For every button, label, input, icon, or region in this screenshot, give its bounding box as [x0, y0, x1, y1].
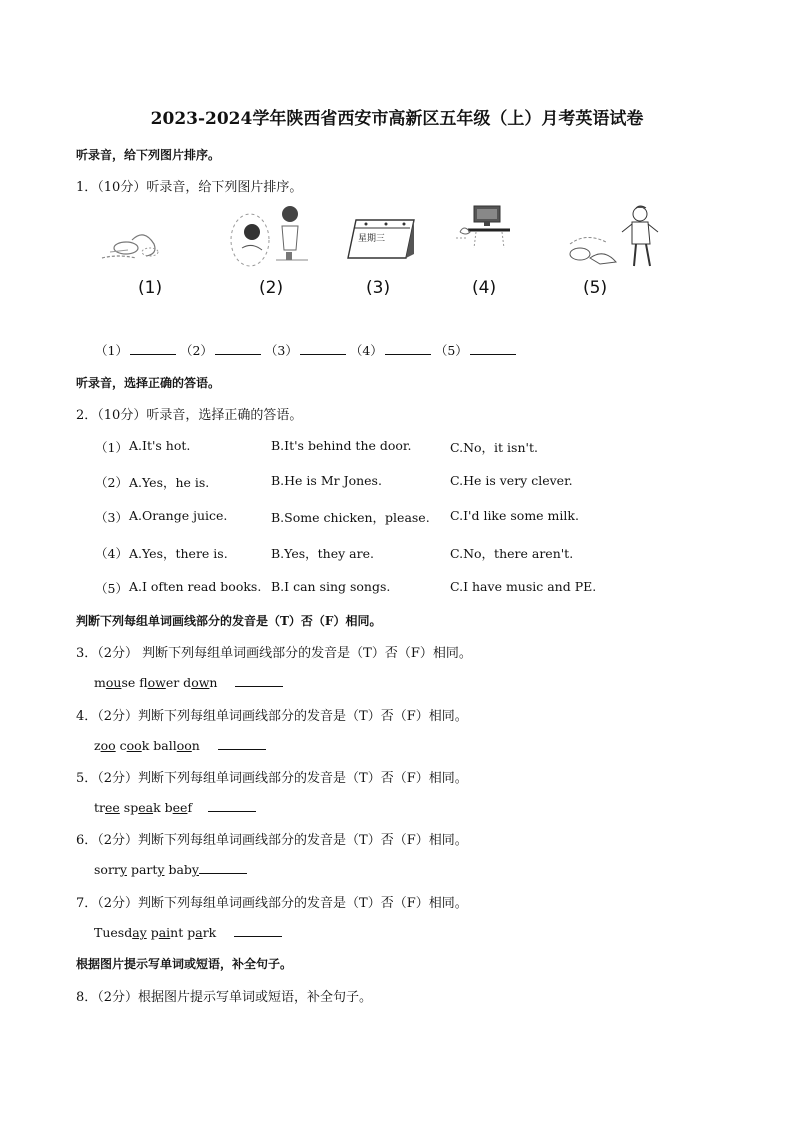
picture-label-4: (4)	[472, 278, 497, 298]
option-a[interactable]: A.It's hot.	[129, 438, 191, 453]
question-5-words: tree speak beef	[94, 799, 256, 815]
question-2-stem: 2．（10分）听录音，选择正确的答语。	[76, 408, 303, 423]
option-a[interactable]: A.Yes，he is.	[129, 475, 210, 490]
option-a[interactable]: A.I often read books.	[129, 579, 262, 594]
calendar-day-text: 星期三	[358, 234, 386, 244]
section-heading-2: 听录音，选择正确的答语。	[76, 376, 221, 390]
answer-blank-3[interactable]	[300, 342, 346, 355]
question-4-words: zoo cook balloon	[94, 737, 266, 753]
option-c[interactable]: C.No，there aren't.	[450, 546, 574, 561]
picture-label-2: (2)	[259, 278, 284, 298]
option-c[interactable]: C.He is very clever.	[450, 473, 573, 488]
option-c[interactable]: C.I'd like some milk.	[450, 508, 579, 523]
option-a[interactable]: A.Orange juice.	[129, 508, 228, 523]
option-a[interactable]: A.Yes，there is.	[129, 546, 228, 561]
question-1-blanks	[95, 341, 520, 359]
question-6-stem: 6．（2分）判断下列每组单词画线部分的发音是（T）否（F）相同。	[76, 833, 468, 848]
option-c[interactable]: C.I have music and PE.	[450, 579, 597, 594]
answer-blank-4[interactable]	[385, 342, 431, 355]
section-heading-4: 根据图片提示写单词或短语，补全句子。	[76, 957, 293, 971]
computer-icon	[454, 202, 520, 262]
question-1-stem: 1．（10分）听录音，给下列图片排序。	[76, 180, 303, 195]
option-b[interactable]: B.He is Mr Jones.	[271, 473, 382, 488]
option-b[interactable]: B.Yes，they are.	[271, 546, 374, 561]
girl-eating-icon	[228, 204, 312, 274]
section-heading-1: 听录音，给下列图片排序。	[76, 148, 221, 162]
question-5-stem: 5．（2分）判断下列每组单词画线部分的发音是（T）否（F）相同。	[76, 771, 468, 786]
answer-blank-2[interactable]	[215, 342, 261, 355]
section-heading-3: 判断下列每组单词画线部分的发音是（T）否（F）相同。	[76, 614, 382, 628]
answer-blank[interactable]	[218, 737, 266, 750]
picture-label-3: (3)	[366, 278, 391, 298]
blank-label-2: （2）	[179, 343, 213, 358]
option-number: （2）	[95, 475, 128, 490]
option-number: （4）	[95, 546, 128, 561]
option-b[interactable]: B.It's behind the door.	[271, 438, 412, 453]
option-c[interactable]: C.No，it isn't.	[450, 440, 538, 455]
question-8-stem: 8．（2分）根据图片提示写单词或短语，补全句子。	[76, 990, 373, 1005]
answer-blank[interactable]	[234, 924, 282, 937]
blank-label-5: （5）	[434, 343, 468, 358]
blank-label-1: （1）	[95, 343, 128, 358]
answer-blank-1[interactable]	[130, 342, 176, 355]
calendar-icon	[344, 214, 416, 268]
answer-blank[interactable]	[235, 674, 283, 687]
blank-label-3: （3）	[264, 343, 298, 358]
question-7-stem: 7．（2分）判断下列每组单词画线部分的发音是（T）否（F）相同。	[76, 896, 468, 911]
page-title: 2023-2024学年陕西省西安市高新区五年级（上）月考英语试卷	[150, 109, 644, 129]
blank-label-4: （4）	[349, 343, 383, 358]
picture-label-1: (1)	[138, 278, 163, 298]
answer-blank[interactable]	[199, 861, 247, 874]
option-number: （3）	[95, 510, 128, 525]
option-b[interactable]: B.Some chicken，please.	[271, 510, 430, 525]
boy-shoes-icon	[566, 204, 666, 274]
question-4-stem: 4．（2分）判断下列每组单词画线部分的发音是（T）否（F）相同。	[76, 709, 468, 724]
question-3-words: mouse flower down	[94, 674, 283, 690]
question-3-stem: 3．（2分） 判断下列每组单词画线部分的发音是（T）否（F）相同。	[76, 646, 472, 661]
option-number: （1）	[95, 440, 128, 455]
answer-blank-5[interactable]	[470, 342, 516, 355]
cups-icon	[98, 200, 168, 274]
answer-blank[interactable]	[208, 799, 256, 812]
option-number: （5）	[95, 581, 128, 596]
question-7-words: Tuesday paint park	[94, 924, 282, 940]
option-b[interactable]: B.I can sing songs.	[271, 579, 391, 594]
picture-label-5: (5)	[583, 278, 608, 298]
question-6-words: sorry party baby	[94, 861, 247, 877]
